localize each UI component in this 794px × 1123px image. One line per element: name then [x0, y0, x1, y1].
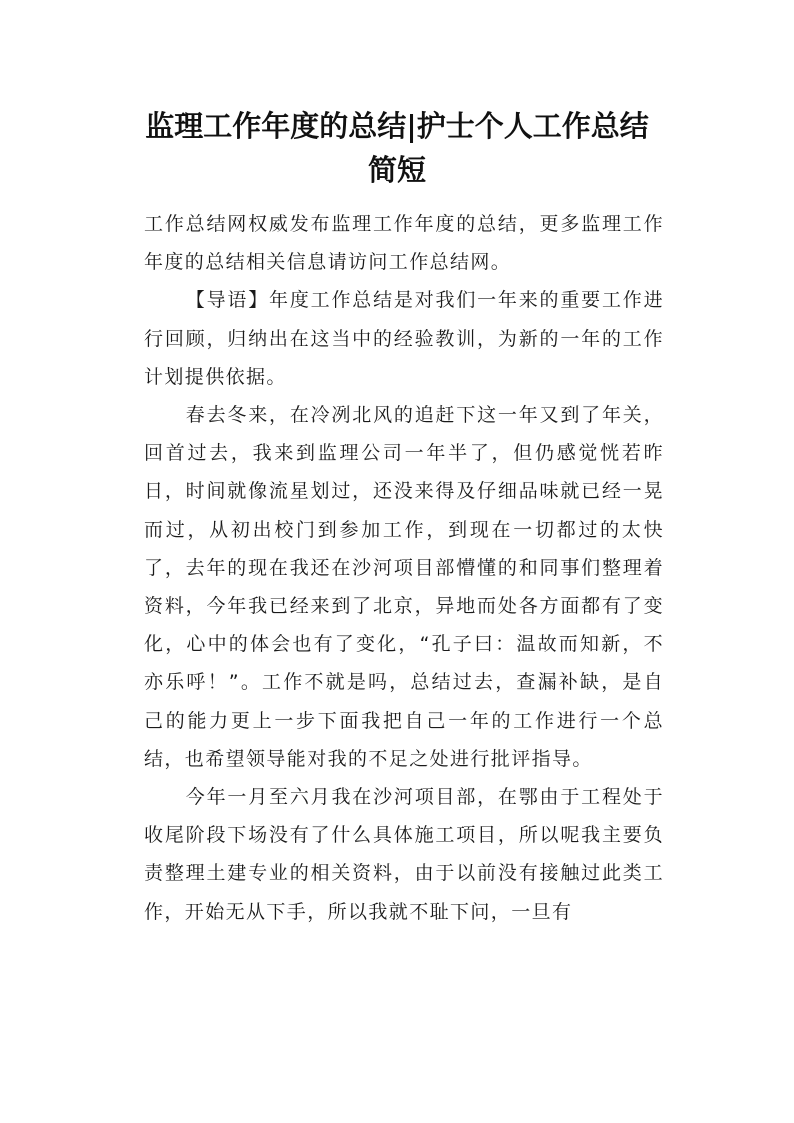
- document-body: [144, 205, 664, 931]
- guide-paragraph: 【导语】年度工作总结是对我们一年来的重要工作进行回顾，归纳出在这当中的经验教训，为新的一年的工作计划提供依据。: [144, 289, 664, 388]
- title-line-1: 监理工作年度的总结|护士个人工作总结: [145, 109, 649, 143]
- intro-paragraph: 工作总结网权威发布监理工作年度的总结，更多监理工作年度的总结相关信息请访问工作总结网。: [144, 213, 664, 274]
- title-line-2: 简短: [367, 153, 426, 187]
- document-title: [110, 104, 684, 192]
- body-paragraph: 春去冬来，在冷冽北风的追赶下这一年又到了年关，回首过去，我来到监理公司一年半了，但仍感觉恍若昨日，时间就像流星划过，还没来得及仔细品味就已经一晃而过，从初出校门到参加工作，到现在一切都过的太快了，去年的现在我还在沙河项目部懵懂的和同事们整理着资料，今年我已经来到了北京，异地而处各方面都有了变化，心中的体会也有了变化，“孔子曰：温故而知新，不亦乐呼！”。工作不就是吗，总结过去，查漏补缺，是自己的能力更上一步下面我把自己一年的工作进行一个总结，也希望领导能对我的不足之处进行批评指导。: [144, 404, 664, 770]
- body-paragraph: 今年一月至六月我在沙河项目部，在鄂由于工程处于收尾阶段下场没有了什么具体施工项目，所以呢我主要负责整理土建专业的相关资料，由于以前没有接触过此类工作，开始无从下手，所以我就不耻下问，一旦有: [144, 786, 664, 923]
